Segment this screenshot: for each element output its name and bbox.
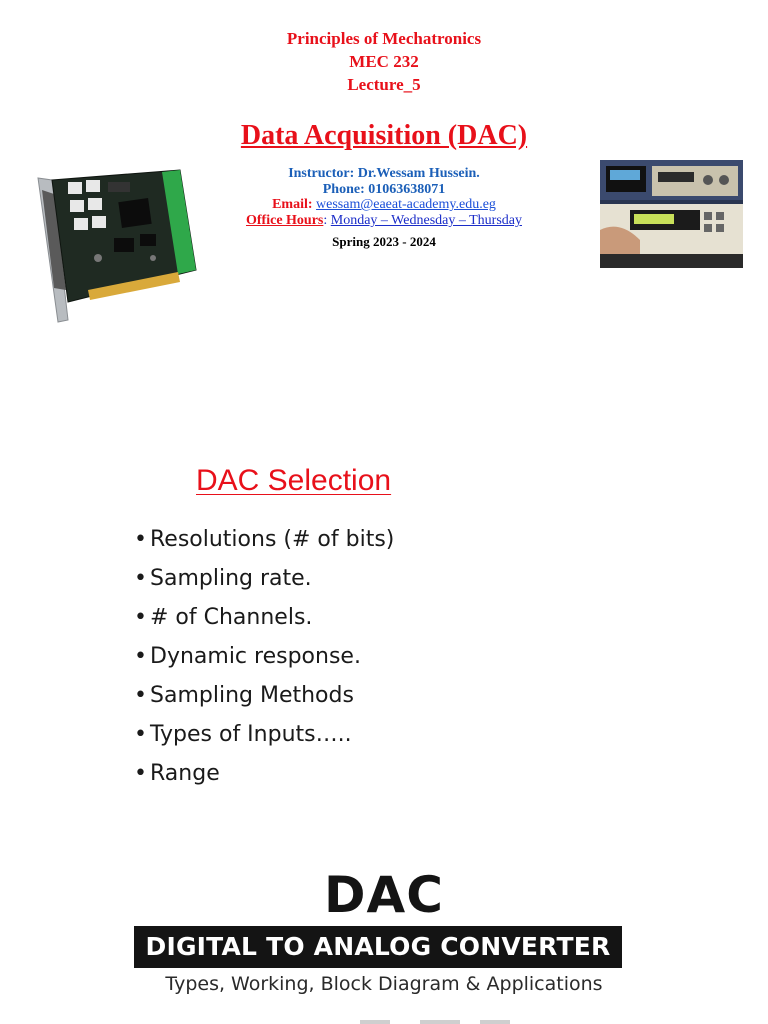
instructor-phone: Phone: 01063638071	[322, 182, 446, 197]
bullet-list	[134, 523, 394, 796]
bullet-item: • Types of Inputs…..	[134, 722, 352, 747]
office-hours-value: Monday – Wednesday – Thursday	[330, 213, 522, 228]
dac-graphic-banner: DIGITAL TO ANALOG CONVERTER	[134, 926, 622, 968]
bullet-text: Sampling rate.	[150, 566, 312, 591]
dac-graphic-title: DAC	[324, 866, 444, 924]
semester-label: Spring 2023 - 2024	[332, 234, 436, 249]
section-heading: DAC Selection	[196, 464, 392, 497]
bullet-item: • Range	[134, 761, 220, 786]
lecture-number: Lecture_5	[347, 75, 421, 94]
bullet-item: • Sampling Methods	[134, 683, 354, 708]
bullet-text: Range	[150, 761, 220, 786]
cropped-graphic-fragment	[360, 1018, 520, 1024]
bullet-text: Dynamic response.	[150, 644, 361, 669]
bullet-item: • Resolutions (# of bits)	[134, 527, 395, 552]
document-title: Data Acquisition (DAC)	[240, 120, 528, 151]
dac-graphic-subtitle: Types, Working, Block Diagram & Applications	[165, 973, 603, 995]
bullet-text: Types of Inputs…..	[150, 722, 352, 747]
bullet-item: • # of Channels.	[134, 605, 313, 630]
lab-instrument-image	[600, 160, 743, 268]
office-hours-row: Office Hours: Monday – Wednesday – Thursday	[246, 213, 522, 228]
email-label: Email:	[272, 197, 313, 212]
course-title: Principles of Mechatronics	[286, 29, 482, 48]
bullet-text: # of Channels.	[150, 605, 313, 630]
bullet-item: • Dynamic response.	[134, 644, 361, 669]
email-link[interactable]: wessam@eaeat-academy.edu.eg	[316, 197, 496, 212]
daq-card-image	[28, 160, 200, 330]
bullet-text: Sampling Methods	[150, 683, 354, 708]
instructor-name: Instructor: Dr.Wessam Hussein.	[288, 166, 480, 181]
bullet-text: Resolutions (# of bits)	[150, 527, 395, 552]
office-hours-label: Office Hours	[246, 213, 324, 228]
course-code: MEC 232	[349, 52, 419, 71]
bullet-item: • Sampling rate.	[134, 566, 312, 591]
